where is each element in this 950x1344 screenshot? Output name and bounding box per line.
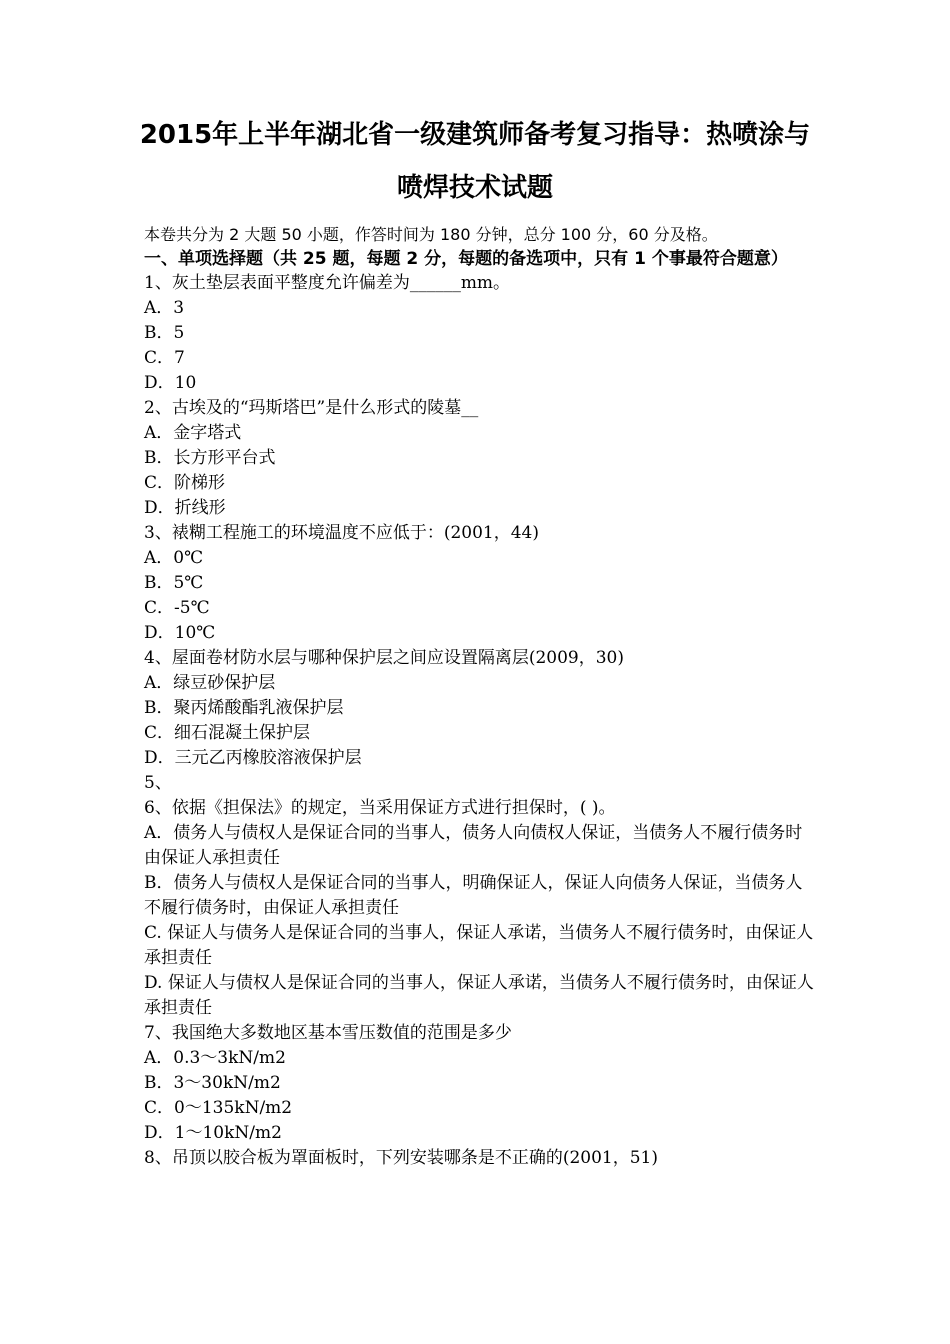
option-d: D．10 [144,373,197,393]
question-stem: 8、吊顶以胶合板为罩面板时，下列安装哪条是不正确的(2001，51) [144,1148,658,1168]
option-c: C．-5℃ [144,598,210,618]
question-4 [144,646,816,771]
question-stem: 4、屋面卷材防水层与哪种保护层之间应设置隔离层(2009，30) [144,648,624,668]
option-a: A．绿豆砂保护层 [144,673,276,693]
option-a: A．0℃ [144,548,204,568]
question-stem: 6、依据《担保法》的规定，当采用保证方式进行担保时，( )。 [144,798,616,818]
document-title-line-1: 2015年上半年湖北省一级建筑师备考复习指导：热喷涂与 [139,120,811,150]
option-a: A．金字塔式 [144,423,242,443]
option-c: C．7 [144,348,185,368]
option-b: B．长方形平台式 [144,448,276,468]
option-b: B．3～30kN/m2 [144,1073,281,1093]
option-d: D．10℃ [144,623,216,643]
question-7 [144,1021,816,1146]
option-b: B．聚丙烯酸酯乳液保护层 [144,698,344,718]
option-a: A．0.3～3kN/m2 [144,1048,286,1068]
option-d: D．折线形 [144,498,226,518]
option-d: D. 保证人与债权人是保证合同的当事人，保证人承诺，当债务人不履行债务时，由保证人承担责任 [144,973,814,1018]
option-d: D．三元乙丙橡胶溶液保护层 [144,748,362,768]
question-2 [144,396,816,521]
option-a: A．3 [144,298,185,318]
question-6 [144,796,816,1021]
option-b: B．债务人与债权人是保证合同的当事人，明确保证人，保证人向债务人保证，当债务人不履行债务时，由保证人承担责任 [144,873,803,918]
option-b: B．5℃ [144,573,204,593]
option-c: C．细石混凝土保护层 [144,723,311,743]
option-c: C．阶梯形 [144,473,226,493]
section-heading: 一、单项选择题（共 25 题，每题 2 分，每题的备选项中，只有 1 个事最符合题意） [144,249,788,269]
question-3 [144,521,816,646]
question-stem: 1、灰土垫层表面平整度允许偏差为______mm。 [144,273,511,293]
option-c: C. 保证人与债务人是保证合同的当事人，保证人承诺，当债务人不履行债务时，由保证人承担责任 [144,923,814,968]
question-1 [144,271,816,396]
exam-intro: 本卷共分为 2 大题 50 小题，作答时间为 180 分钟，总分 100 分，60 分及格。 [144,225,718,244]
option-d: D．1～10kN/m2 [144,1123,282,1143]
option-b: B．5 [144,323,185,343]
question-5 [144,771,816,796]
question-stem: 3、裱糊工程施工的环境温度不应低于：(2001，44) [144,523,539,543]
document-body [144,222,816,1171]
question-stem: 7、我国绝大多数地区基本雪压数值的范围是多少 [144,1023,512,1043]
question-stem: 2、古埃及的“玛斯塔巴”是什么形式的陵墓__ [144,398,479,418]
question-stem: 5、 [144,773,172,793]
option-a: A．债务人与债权人是保证合同的当事人，债务人向债权人保证，当债务人不履行债务时由保证人承担责任 [144,823,803,868]
option-c: C．0～135kN/m2 [144,1098,293,1118]
document-title-line-2: 喷焊技术试题 [396,173,553,203]
question-8 [144,1146,816,1171]
